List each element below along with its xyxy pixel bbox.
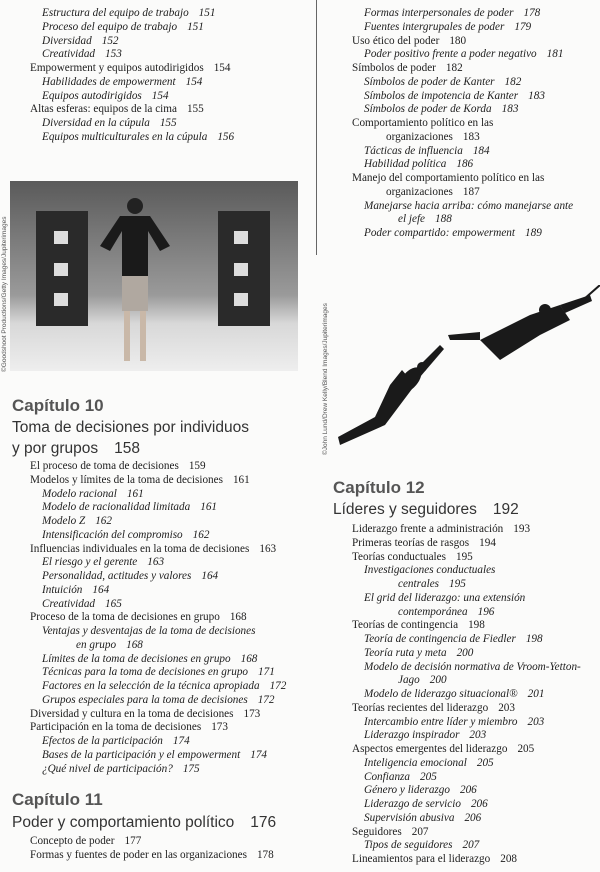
photo-credit-left: ©Goodshoot Productions/Getty Images/Jupiterimages: [1, 216, 8, 372]
entry-title: Teoría de contingencia de Fiedler: [364, 633, 516, 645]
toc-entry: [30, 474, 286, 488]
entry-title: El riesgo y el gerente: [42, 556, 138, 569]
toc-subentry: [352, 661, 581, 689]
entry-page-number: 172: [257, 693, 275, 706]
entry-title: Diversidad y cultura en la toma de decisiones: [30, 707, 234, 720]
toc-subentry: [30, 598, 286, 612]
entry-title: Inteligencia emocional: [364, 756, 467, 769]
toc-subentry: [352, 771, 581, 785]
entry-title-continuation: [364, 606, 581, 620]
entry-page-number: 168: [240, 652, 258, 665]
photo-jumping-people: [330, 285, 600, 450]
toc-subentry: [352, 729, 581, 743]
toc-subentry: [352, 90, 573, 104]
toc-subentry: [352, 21, 573, 35]
entry-page-number: 151: [187, 20, 204, 33]
entry-title-continuation: [364, 674, 581, 688]
entry-title: Símbolos de impotencia de Kanter: [364, 89, 519, 102]
entry-page-number: 186: [456, 158, 474, 171]
entry-title: Investigaciones conductuales: [364, 564, 496, 577]
toc-subentry: [30, 680, 286, 694]
entry-title: Creatividad: [42, 597, 96, 610]
toc-entry: [30, 543, 286, 557]
entry-title: Habilidad política: [364, 158, 447, 171]
entry-title-continuation: [364, 578, 581, 592]
entry-page-number: 174: [250, 748, 268, 761]
chapter-11-title: [12, 812, 276, 833]
toc-subentry: [30, 90, 234, 104]
entry-page-number: 182: [445, 62, 463, 74]
entry-page-number: 203: [498, 701, 515, 714]
chapter-10-title-line2: y por grupos: [12, 440, 99, 457]
entry-title: Género y liderazgo: [364, 784, 450, 797]
entry-title: Participación en la toma de decisiones: [30, 721, 202, 734]
entry-title-continuation: [352, 131, 573, 145]
toc-entry: [352, 853, 581, 867]
toc-subentry: [352, 76, 573, 90]
toc-subentry: [352, 103, 573, 117]
chapter-12-label: Capítulo 12: [333, 478, 425, 497]
entry-page-number: 193: [513, 523, 531, 535]
entry-title: Intercambio entre líder y miembro: [364, 715, 518, 728]
entry-title: Fuentes intergrupales de poder: [364, 20, 505, 33]
entry-title: Modelos y límites de la toma de decisiones: [30, 473, 223, 486]
entry-page-number: 159: [188, 460, 206, 472]
toc-subentry: [352, 798, 581, 812]
entry-title: Tácticas de influencia: [364, 144, 463, 157]
entry-title-wrap: centrales: [398, 578, 440, 590]
entry-title: Equipos autodirigidos: [42, 89, 142, 102]
entry-page-number: 179: [514, 20, 532, 33]
toc-entry: [352, 619, 581, 633]
chapter-11-page: 176: [250, 814, 277, 831]
entry-page-number: 205: [517, 743, 535, 755]
toc-subentry: [352, 716, 581, 730]
entry-page-number: 153: [105, 48, 122, 61]
entry-page-number: 205: [420, 770, 437, 783]
entry-page-number: 196: [477, 605, 495, 618]
chapter-11-label: Capítulo 11: [12, 790, 103, 809]
entry-page-number: 200: [429, 674, 447, 687]
chapter-10-title: [12, 417, 249, 459]
entry-page-number: 187: [462, 185, 480, 198]
entry-title: Teorías conductuales: [352, 550, 446, 563]
toc-list-ch11: [30, 835, 274, 863]
entry-page-number: 152: [101, 34, 119, 47]
entry-title: Concepto de poder: [30, 835, 115, 847]
toc-subentry: [30, 625, 286, 653]
entry-page-number: 151: [198, 7, 216, 19]
entry-page-number: 201: [527, 688, 545, 700]
entry-title-continuation: [364, 213, 573, 227]
entry-page-number: 173: [211, 721, 228, 734]
toc-subentry: [30, 694, 286, 708]
toc-subentry: [352, 48, 573, 62]
entry-title: Seguidores: [352, 825, 402, 838]
entry-title: Intuición: [42, 583, 83, 596]
entry-title-continuation: [42, 639, 286, 653]
entry-title: Estructura del equipo de trabajo: [42, 7, 189, 19]
entry-title: Supervisión abusiva: [364, 811, 455, 824]
entry-title: Teorías de contingencia: [352, 619, 459, 632]
entry-page-number: 161: [126, 487, 144, 500]
entry-page-number: 184: [472, 144, 490, 157]
entry-title: Confianza: [364, 770, 411, 783]
toc-subentry: [30, 570, 286, 584]
toc-subentry: [352, 145, 573, 159]
entry-title: Creatividad: [42, 48, 96, 61]
entry-title: Teorías recientes del liderazgo: [352, 701, 489, 714]
toc-entry: [30, 103, 234, 117]
entry-title-continuation: [352, 186, 573, 200]
entry-title: Primeras teorías de rasgos: [352, 536, 470, 549]
toc-subentry: [30, 21, 234, 35]
toc-subentry: [30, 529, 286, 543]
entry-title: Símbolos de poder de Korda: [364, 103, 492, 116]
toc-subentry: [30, 749, 286, 763]
chapter-10-title-line1: Toma de decisiones por individuos: [12, 419, 249, 436]
toc-subentry: [352, 227, 573, 241]
entry-page-number: 173: [243, 707, 261, 720]
entry-title-wrap: el jefe: [398, 213, 426, 226]
toc-subentry: [352, 592, 581, 620]
entry-title: Influencias individuales en la toma de decisiones: [30, 542, 250, 555]
entry-page-number: 182: [504, 75, 522, 88]
entry-title: Manejarse hacia arriba: cómo manejarse ante: [364, 199, 574, 212]
toc-entry: [30, 849, 274, 863]
entry-title-wrap: organizaciones: [386, 185, 453, 198]
entry-title: Formas y fuentes de poder en las organizaciones: [30, 848, 247, 861]
entry-page-number: 168: [229, 611, 247, 624]
entry-page-number: 206: [464, 811, 482, 824]
toc-subentry: [30, 666, 286, 680]
toc-subentry: [352, 158, 573, 172]
entry-page-number: 207: [411, 825, 429, 838]
toc-subentry: [30, 515, 286, 529]
toc-subentry: [30, 48, 234, 62]
entry-page-number: 165: [105, 597, 122, 610]
entry-page-number: 162: [192, 528, 210, 541]
toc-subentry: [30, 117, 234, 131]
chapter-12-page: 192: [492, 501, 519, 518]
toc-subentry: [352, 688, 581, 702]
entry-title: Liderazgo frente a administración: [352, 523, 504, 535]
entry-title: Formas interpersonales de poder: [364, 7, 514, 19]
entry-page-number: 164: [201, 570, 219, 582]
toc-entry: [352, 35, 573, 49]
entry-page-number: 177: [124, 835, 142, 847]
entry-page-number: 178: [523, 7, 541, 19]
entry-page-number: 161: [200, 501, 217, 514]
toc-entry: [352, 551, 581, 565]
entry-page-number: 171: [258, 666, 275, 679]
entry-title: Uso ético del poder: [352, 34, 440, 47]
photo-woman-doors: [10, 181, 298, 371]
toc-subentry: [30, 76, 234, 90]
entry-title: Efectos de la participación: [42, 735, 163, 747]
entry-page-number: 207: [462, 839, 480, 852]
entry-title: Diversidad: [42, 34, 92, 47]
entry-title-wrap: en grupo: [76, 638, 117, 651]
entry-page-number: 178: [256, 848, 274, 861]
entry-page-number: 203: [527, 715, 545, 728]
entry-page-number: 188: [435, 213, 452, 226]
entry-title: Manejo del comportamiento político en las: [352, 172, 545, 184]
entry-page-number: 164: [92, 583, 110, 596]
entry-title: Modelo de liderazgo situacional®: [364, 688, 518, 700]
entry-title: Grupos especiales para la toma de decisiones: [42, 693, 248, 706]
toc-entry: [352, 172, 573, 200]
toc-subentry: [30, 735, 286, 749]
entry-page-number: 183: [462, 130, 480, 143]
entry-title: Factores en la selección de la técnica apropiada: [42, 680, 260, 692]
toc-subentry: [30, 501, 286, 515]
toc-entry: [352, 743, 581, 757]
entry-title: Personalidad, actitudes y valores: [42, 570, 192, 582]
entry-page-number: 163: [147, 556, 165, 569]
entry-title: Modelo de racionalidad limitada: [42, 501, 191, 514]
photo-credit-right: ©John Lund/Drew Kelly/Blend Images/Jupiterimages: [322, 303, 329, 455]
toc-subentry: [30, 35, 234, 49]
entry-page-number: 198: [525, 633, 543, 645]
entry-page-number: 180: [449, 34, 467, 47]
entry-page-number: 163: [259, 542, 277, 555]
entry-title-wrap: contemporánea: [398, 605, 468, 618]
entry-page-number: 206: [470, 798, 488, 810]
entry-page-number: 203: [469, 729, 487, 742]
toc-entry: [352, 523, 581, 537]
toc-entry: [30, 62, 234, 76]
toc-entry: [30, 835, 274, 849]
entry-title: Poder positivo frente a poder negativo: [364, 48, 537, 61]
toc-subentry: [352, 757, 581, 771]
toc-subentry: [352, 784, 581, 798]
toc-entry: [30, 708, 286, 722]
entry-page-number: 195: [449, 578, 466, 590]
chapter-12-title-text: Líderes y seguidores: [333, 501, 477, 518]
entry-page-number: 198: [468, 619, 485, 632]
entry-page-number: 155: [159, 117, 177, 129]
entry-title: Lineamientos para el liderazgo: [352, 853, 491, 865]
entry-title: Modelo Z: [42, 515, 86, 527]
entry-page-number: 154: [185, 75, 203, 88]
entry-page-number: 183: [528, 89, 545, 102]
entry-page-number: 181: [546, 48, 564, 61]
entry-title: Intensificación del compromiso: [42, 528, 183, 541]
entry-title: Empowerment y equipos autodirigidos: [30, 62, 204, 74]
entry-page-number: 200: [456, 646, 474, 659]
toc-entry: [30, 611, 286, 625]
entry-title: Proceso de la toma de decisiones en grupo: [30, 611, 220, 624]
chapter-12-title: [333, 499, 519, 520]
entry-page-number: 183: [501, 103, 519, 116]
toc-subentry: [30, 653, 286, 667]
entry-page-number: 205: [476, 756, 494, 769]
toc-subentry: [30, 131, 234, 145]
chapter-10-page: 158: [114, 440, 141, 457]
entry-title: Equipos multiculturales en la cúpula: [42, 130, 208, 143]
entry-page-number: 162: [95, 515, 112, 527]
entry-page-number: 206: [459, 784, 477, 797]
entry-title: El proceso de toma de decisiones: [30, 460, 179, 472]
column-divider: [316, 0, 317, 255]
toc-subentry: [30, 584, 286, 598]
toc-subentry: [352, 633, 581, 647]
toc-entry: [30, 721, 286, 735]
entry-title: Tipos de seguidores: [364, 839, 453, 852]
toc-subentry: [30, 763, 286, 777]
entry-title: Liderazgo de servicio: [364, 798, 461, 810]
toc-entry: [352, 702, 581, 716]
toc-subentry: [30, 488, 286, 502]
entry-title: Símbolos de poder: [352, 62, 436, 74]
entry-title-wrap: organizaciones: [386, 130, 453, 143]
entry-title: Símbolos de poder de Kanter: [364, 75, 495, 88]
toc-subentry: [352, 200, 573, 228]
toc-subentry: [30, 7, 234, 21]
entry-title: Modelo racional: [42, 487, 117, 500]
entry-title: Aspectos emergentes del liderazgo: [352, 743, 508, 755]
entry-page-number: 195: [455, 550, 473, 563]
entry-title: Poder compartido: empowerment: [364, 227, 516, 239]
chapter-11-title-text: Poder y comportamiento político: [12, 814, 235, 831]
entry-title: Liderazgo inspirador: [364, 729, 460, 742]
entry-page-number: 156: [217, 130, 235, 143]
entry-page-number: 172: [269, 680, 287, 692]
entry-page-number: 155: [186, 103, 204, 116]
toc-entry: [352, 117, 573, 145]
entry-title: ¿Qué nivel de participación?: [42, 762, 173, 775]
entry-title: Modelo de decisión normativa de Vroom-Yetton-: [364, 660, 581, 673]
toc-subentry: [352, 7, 573, 21]
toc-subentry: [352, 647, 581, 661]
entry-page-number: 154: [151, 89, 169, 102]
toc-entry: [352, 62, 573, 76]
entry-page-number: 168: [126, 638, 143, 651]
entry-page-number: 194: [479, 536, 496, 549]
entry-page-number: 175: [182, 762, 200, 775]
toc-list-ch10: [30, 460, 286, 776]
toc-subentry: [352, 812, 581, 826]
entry-title: Comportamiento político en las: [352, 117, 494, 129]
entry-page-number: 208: [500, 853, 518, 865]
entry-title: Proceso del equipo de trabajo: [42, 20, 178, 33]
entry-title: Bases de la participación y el empowerment: [42, 748, 241, 761]
entry-title: El grid del liderazgo: una extensión: [364, 591, 526, 604]
entry-title: Diversidad en la cúpula: [42, 117, 150, 129]
entry-title-wrap: Jago: [398, 674, 420, 687]
entry-title: Ventajas y desventajas de la toma de decisiones: [42, 625, 256, 637]
toc-subentry: [352, 564, 581, 592]
toc-list-ch9-end: [30, 7, 234, 145]
toc-subentry: [30, 556, 286, 570]
entry-page-number: 189: [525, 227, 542, 239]
toc-list-ch12: [352, 523, 581, 867]
chapter-10-label: Capítulo 10: [12, 396, 104, 415]
entry-page-number: 161: [232, 473, 250, 486]
entry-title: Límites de la toma de decisiones en grupo: [42, 652, 231, 665]
entry-page-number: 154: [213, 62, 231, 74]
toc-subentry: [352, 839, 581, 853]
toc-entry: [352, 826, 581, 840]
entry-title: Teoría ruta y meta: [364, 646, 447, 659]
toc-entry: [30, 460, 286, 474]
toc-list-ch11-cont: [352, 7, 573, 241]
entry-page-number: 174: [172, 735, 190, 747]
toc-entry: [352, 537, 581, 551]
entry-title: Técnicas para la toma de decisiones en grupo: [42, 666, 249, 679]
entry-title: Habilidades de empowerment: [42, 75, 176, 88]
entry-title: Altas esferas: equipos de la cima: [30, 103, 177, 116]
